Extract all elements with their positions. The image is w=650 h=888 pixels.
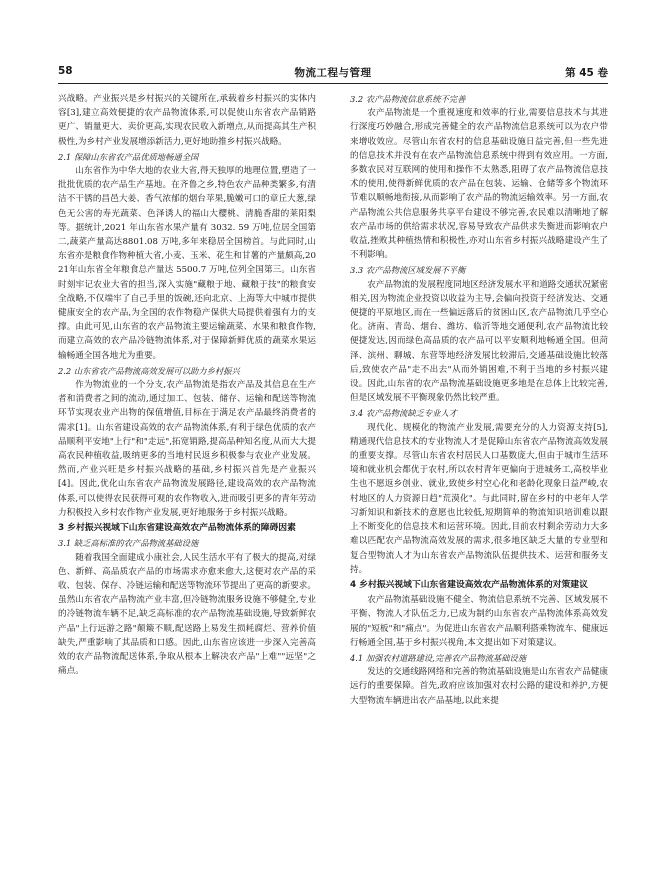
right-column bbox=[350, 92, 608, 708]
subsection-heading-4-1: 4.1 加强农村道路建设,完善农产品物流基础设施 bbox=[350, 652, 527, 663]
subsection-heading-3-3: 3.3 农产品物流区域发展不平衡 bbox=[350, 265, 466, 276]
subsection-heading-3-4: 3.4 农产品物流缺乏专业人才 bbox=[350, 408, 458, 419]
section-heading-3: 3 乡村振兴视域下山东省建设高效农产品物流体系的障碍因素 bbox=[58, 523, 296, 534]
paragraph: 发达的交通线路网络和完善的物流基础设施是山东省农产品健康远行的重要保障。首先,政府应该加强对农村公路的建设和养护,方便大型物流车辆进出农产品基地,以此来提 bbox=[350, 667, 608, 706]
running-header bbox=[58, 63, 608, 84]
subsection-heading-3-2: 3.2 农产品物流信息系统不完善 bbox=[350, 94, 466, 104]
paragraph: 现代化、规模化的物流产业发展,需要充分的人力资源支持[5],精通现代信息技术的专业物流人才是促障山东省农产品物流高效发展的重要支撑。尽管山东省农村居民人口基数庞大,但由于城市生活环境和就业机会都优于农村,所以农村青年更偏向于进城务工,高校毕业生也不愿返乡创业、就业,致使乡村空心化和老龄化现象日益严峻,农村地区的人力资源日趋"荒漠化"。与此同时,留在乡村的中老年人学习新知识和新技术的意愿也比较低,短期简单的物流知识培训难以跟上不断变化的信息技术和运营环境。因此,目前农村剩余劳动力大多难以匹配农产品物流高效发展的需求,很多地区缺乏大量的专业型和复合型物流人才为山东省农产品物流队伍提供技术、运营和服务支持。 bbox=[350, 422, 608, 575]
paragraph: 农产品物流是一个重视速度和效率的行业,需要信息技术与其进行深度巧妙融合,形成完善健全的农产品物流信息系统可以为农户带来增收效应。尽管山东省农村的信息基础设施日益完善,但一些先进的信息技术并没有在农产品物流信息系统中得到有效应用。一方面,多数农民对互联网的使用和操作不太熟悉,阻碍了农产品物流信息技术的使用,使得新鲜优质的农产品在包装、运输、仓储等多个物流环节难以顺畅地衔接,从而影响了农产品的物流运输效率。另一方面,农产品物流公共信息服务共享平台建设不够完善,农民难以清晰地了解农产品市场的供给需求状况,容易导致农产品供求失衡进而影响农户收益,挫败其种植热情和积极性,亦对山东省乡村振兴战略建设产生了不利影响。 bbox=[350, 108, 608, 261]
left-column bbox=[58, 92, 316, 678]
journal-title: 物流工程与管理 bbox=[294, 67, 372, 79]
volume-label: 第 45 卷 bbox=[565, 67, 608, 79]
paragraph: 作为物流业的一个分支,农产品物流是指农产品及其信息在生产者和消费者之间的流动,通过加工、包装、储存、运输和配送等物流环节实现农业产出物的保值增值,目标在于满足农产品最终消费者的需求[1]。山东省建设高效的农产品物流体系,有利于绿色优质的农产品顺利平安地"上行"和"走远",拓宽销路,提高品种知名度,从而大大提高农民种植收益,吸纳更多的当地村民返乡积极参与农业产业发展。然而,产业兴旺是乡村振兴战略的基础,乡村振兴首先是产业振兴[4]。因此,优化山东省农产品物流发展路径,建设高效的农产品物流体系,可以使得农民获得可观的农作物收入,进而吸引更多的青年劳动力积极投入乡村农作物产业发展,更好地服务于乡村振兴战略。 bbox=[58, 380, 316, 518]
section-heading-4: 4 乡村振兴视域下山东省建设高效农产品物流体系的对策建议 bbox=[350, 579, 588, 590]
paragraph: 农产品物流基础设施不健全、物流信息系统不完善、区域发展不平衡、物流人才队伍乏力,已成为制约山东省农产品物流体系高效发展的"短板"和"痛点"。为促进山东省农产品顺利搭乘物流车、健康远行畅通全国,基于乡村振兴视角,本文提出如下对策建议。 bbox=[350, 595, 608, 648]
subsection-heading-2-1: 2.1 保障山东省农产品优质地畅通全国 bbox=[58, 151, 199, 162]
subsection-heading-2-2: 2.2 山东省农产品物流高效发展可以助力乡村振兴 bbox=[58, 365, 240, 376]
paragraph: 山东省作为中华大地的农业大省,得天独厚的地理位置,塑造了一批批优质的农产品生产基地。在齐鲁之乡,特色农产品种类繁多,有清洁不干锈的昌邑大姜、香气浓郁的烟台苹果,脆嫩可口的章丘大葱,绿色无公害的寿光蔬菜、色泽诱人的福山大樱桃、清脆香甜的莱阳梨等。据统计,2021 年山东省水果产量有 3032. 59 万吨,位居全国第二,蔬菜产量高达8801.08 万吨,多年来稳居全国榜首。与此同时,山东省亦是粮食作物种植大省,小麦、玉米、花生和甘薯的产量颇高,2021年山东省全年粮食总产量达 5500.7 万吨,位列全国第三。山东省时刻牢记农业大省的担当,深入实施"藏粮于地、藏粮于技"的粮食安全战略,不仅端牢了自己手里的饭碗,还向北京、上海等大中城市提供健康安全的农产品,为全国的农作物稳产保供大局提供着强有力的支撑。由此可见,山东省的农产品物流主要运输蔬菜、水果和粮食作物,而建立高效的农产品冷链物流体系,对于保障新鲜优质的蔬菜水果运输畅通全国各地尤为重要。 bbox=[58, 166, 316, 361]
subsection-heading-3-1: 3.1 缺乏高标准的农产品物流基础设施 bbox=[58, 538, 199, 549]
paragraph: 随着我国全面建成小康社会,人民生活水平有了极大的提高,对绿色、新鲜、高品质农产品的市场需求亦愈来愈大,这便对农产品的采收、包装、保存、冷链运输和配送等物流环节提出了更高的新要求。虽然山东省农产品物流产业丰富,但冷链物流服务设施不够健全,专业的冷链物流车辆不足,缺乏高标准的农产品物流基础设施,导致新鲜农产品"上行远游之路"颠簸不顺,配送路上易发生损耗腐烂、营养价值缺失,严重影响了其品质和口感。因此,山东省应该进一步深入完善高效的农产品物流配送体系,争取从根本上解决农产品"上难""远坚"之痛点。 bbox=[58, 552, 316, 677]
paragraph: 农产品物流的发展程度同地区经济发展水平和道路交通状况紧密相关,因为物流企业投资以收益为主导,会偏向投资于经济发达、交通便捷的平原地区,而在一些偏远落后的贫困山区,农产品物流几乎空心化。济南、青岛、烟台、潍坊、临沂等地交通便利,农产品物流比较便捷发达,因而绿色高品质的农产品可以平安顺利地畅通全国。但菏泽、滨州、聊城、东营等地经济发展比较滞后,交通基础设施比较落后,致使农产品"走不出去"从而外销困难,不利于当地的乡村振兴建设。因此,山东省的农产品物流基础设施更多地是在总体上比较完善,但是区域发展不平衡现象仍然比较严重。 bbox=[350, 279, 608, 404]
paragraph: 兴战略。产业振兴是乡村振兴的关键所在,承载着乡村振兴的实体内容[3],建立高效便捷的农产品物流体系,可以促使山东省农产品销路更广、销量更大、卖价更高,实现农民收入新增点,从而提高其生产积极性,为乡村产业发展增添新活力,更好地助推乡村振兴战略。 bbox=[58, 94, 316, 147]
page-number: 58 bbox=[58, 65, 73, 77]
